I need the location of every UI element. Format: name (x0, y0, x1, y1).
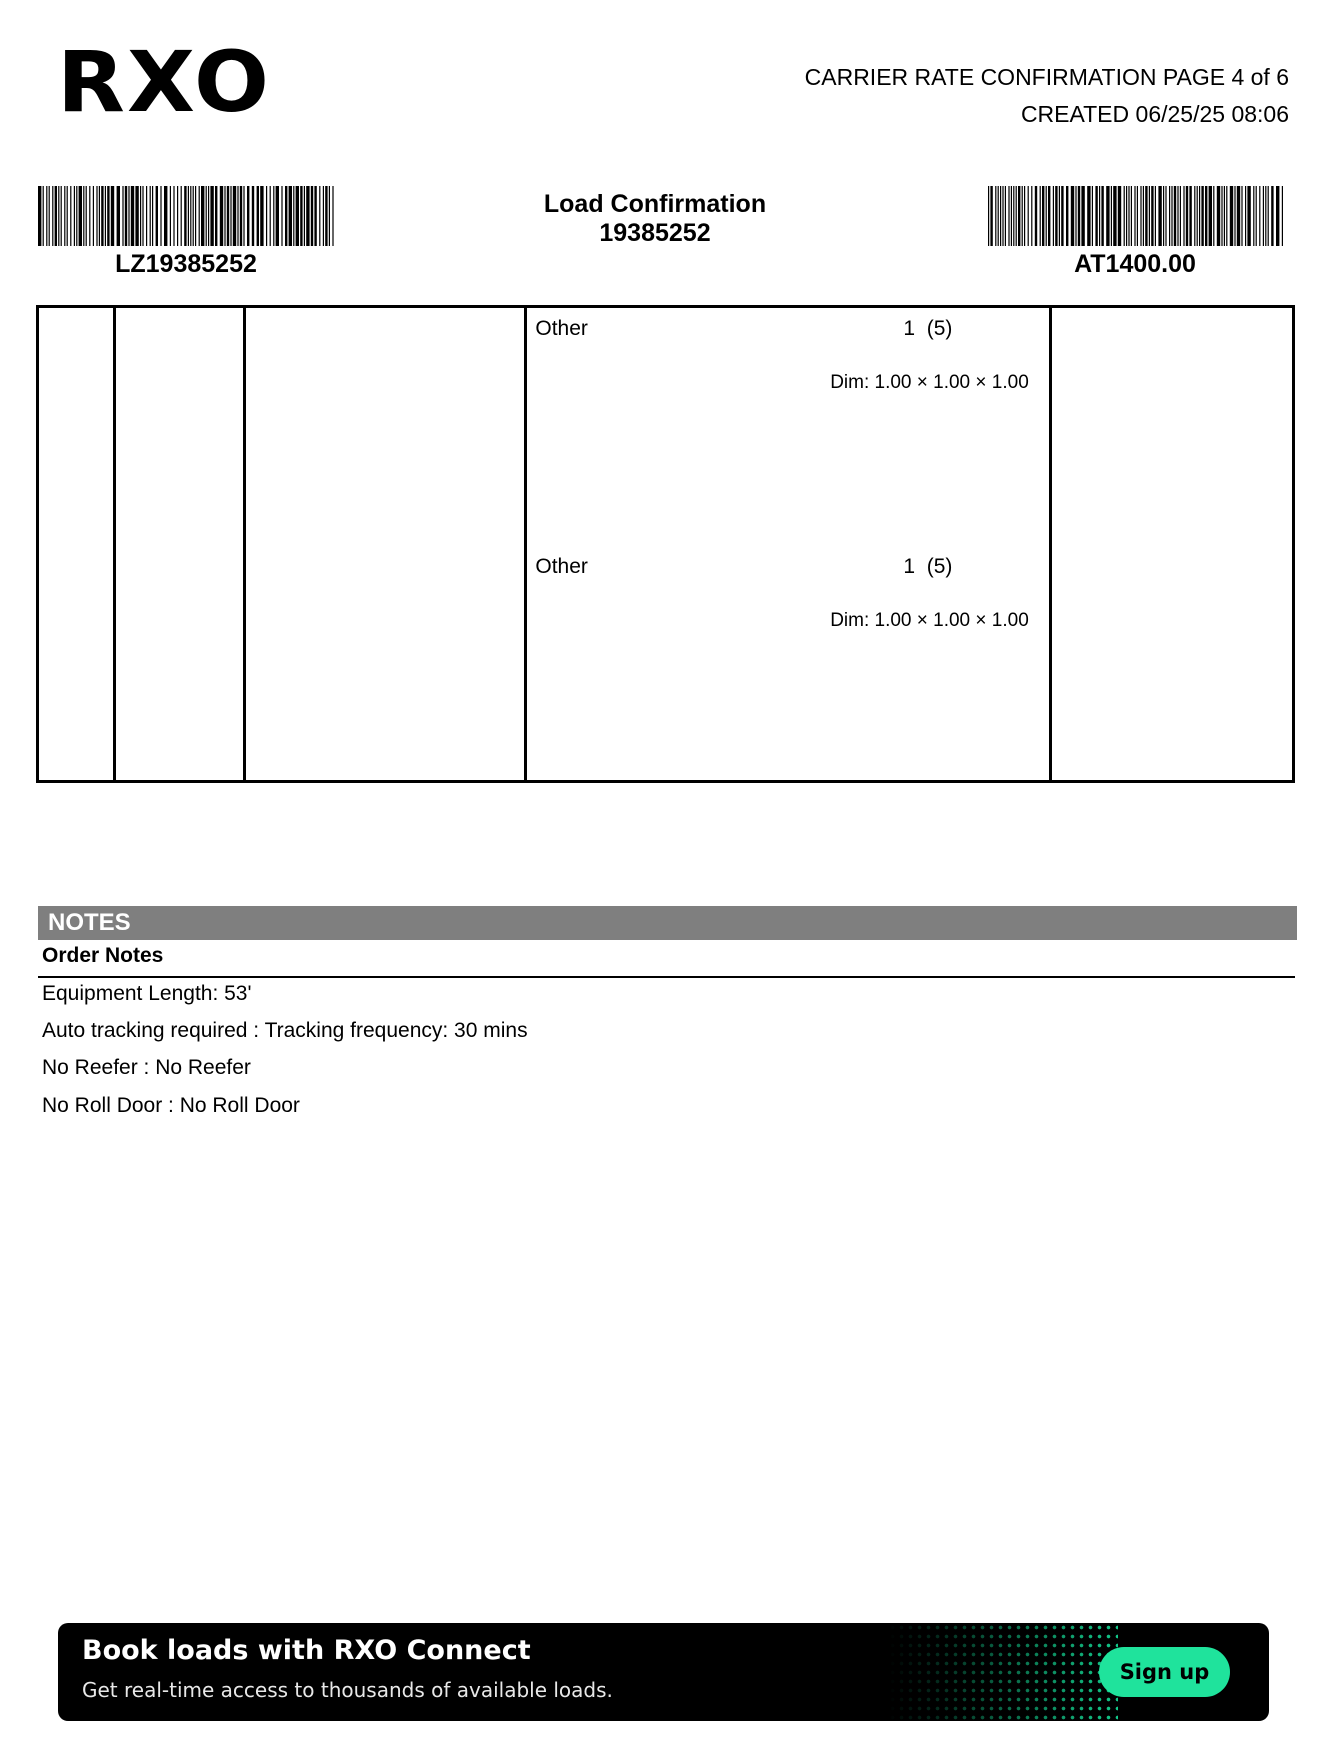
note-line: No Reefer : No Reefer (42, 1056, 251, 1079)
barcode-bar (1189, 186, 1191, 246)
barcode-bar (193, 186, 194, 246)
barcode-bar (1005, 186, 1006, 246)
barcode-bar (215, 186, 217, 246)
order-notes-heading: Order Notes (42, 944, 164, 967)
note-line: Auto tracking required : Tracking frequency: 30 mins (42, 1019, 528, 1042)
barcode-bar (1171, 186, 1172, 246)
barcode-bar (1028, 186, 1029, 246)
barcode-bar (142, 186, 143, 246)
barcode-bar (122, 186, 123, 246)
barcode-bar (140, 186, 141, 246)
barcode-bar (93, 186, 94, 246)
barcode-bar (243, 186, 244, 246)
load-number: 19385252 (599, 219, 711, 247)
barcode-bar (1186, 186, 1188, 246)
barcode-bar (74, 186, 75, 246)
barcode-bar (105, 186, 106, 246)
barcode-bar (1131, 186, 1132, 246)
barcode-bar (83, 186, 84, 246)
barcode-bar (1016, 186, 1017, 246)
barcode-bar (128, 186, 129, 246)
barcode-bar (1081, 186, 1084, 246)
barcode-bar (208, 186, 209, 246)
divider (38, 976, 1295, 978)
table-cell (115, 307, 245, 782)
barcode-bar (247, 186, 249, 246)
barcode-bar (1241, 186, 1242, 246)
barcode-bar (220, 186, 223, 246)
barcode-bar (1276, 186, 1279, 246)
barcode-bar (1031, 186, 1032, 246)
barcode-bar (332, 186, 333, 246)
barcode-bar (237, 186, 238, 246)
barcode-bar (1253, 186, 1254, 246)
barcode-bar (76, 186, 77, 246)
barcode-bar (111, 186, 114, 246)
barcode-bar (43, 186, 44, 246)
barcode-bar (156, 186, 158, 246)
barcode-bar (150, 186, 151, 246)
barcode-left-label: LZ19385252 (115, 250, 257, 278)
barcode-bar (1134, 186, 1135, 246)
barcode-bar (1155, 186, 1156, 246)
barcode-bar (306, 186, 309, 246)
barcode-bar (181, 186, 182, 246)
barcode-bar (1055, 186, 1057, 246)
barcode-bar (311, 186, 313, 246)
barcode-bar (1282, 186, 1283, 246)
barcode-bar (1201, 186, 1203, 246)
barcode-bar (1113, 186, 1116, 246)
note-line: No Roll Door : No Roll Door (42, 1094, 300, 1117)
barcode-bar (152, 186, 153, 246)
notes-section-header: NOTES (38, 906, 1297, 940)
barcode-right (988, 186, 1284, 246)
barcode-bar (1059, 186, 1060, 246)
barcode-bar (58, 186, 59, 246)
barcode-bar (46, 186, 47, 246)
sign-up-button[interactable]: Sign up (1099, 1647, 1230, 1697)
barcode-bar (135, 186, 138, 246)
barcode-bar (1247, 186, 1250, 246)
barcode-bar (1140, 186, 1141, 246)
barcode-bar (293, 186, 294, 246)
document-title: CARRIER RATE CONFIRMATION PAGE 4 of 6 (804, 64, 1289, 90)
cargo-item (527, 308, 1048, 544)
barcode-bar (1137, 186, 1138, 246)
barcode-bar (314, 186, 316, 246)
barcode-bar (61, 186, 62, 246)
barcode-bar (1111, 186, 1112, 246)
barcode-bar (1000, 186, 1001, 246)
cargo-item-dimensions: Dim: 1.00 × 1.00 × 1.00 (830, 372, 1029, 393)
barcode-bar (67, 186, 68, 246)
barcode-bar (1078, 186, 1080, 246)
barcode-bar (1075, 186, 1076, 246)
barcode-bar (1035, 186, 1037, 246)
barcode-bar (1199, 186, 1200, 246)
cargo-item (527, 546, 1048, 782)
barcode-bar (1205, 186, 1207, 246)
barcode-bar (1256, 186, 1257, 246)
barcode-bar (990, 186, 992, 246)
barcode-bar (1234, 186, 1235, 246)
barcode-bar (1259, 186, 1260, 246)
barcode-bar (1101, 186, 1103, 246)
barcode-bar (206, 186, 207, 246)
barcode-bar (1183, 186, 1184, 246)
banner-title: Book loads with RXO Connect (82, 1635, 531, 1666)
barcode-bar (164, 186, 167, 246)
barcode-bar (1149, 186, 1150, 246)
cargo-items-cell (526, 307, 1050, 782)
barcode-bar (1018, 186, 1020, 246)
barcode-bar (1213, 186, 1214, 246)
barcode-bar (1245, 186, 1246, 246)
barcode-bar (64, 186, 65, 246)
barcode-bar (285, 186, 287, 246)
barcode-bar (195, 186, 196, 246)
table-cell (245, 307, 526, 782)
barcode-bar (52, 186, 53, 246)
barcode-bar (252, 186, 254, 246)
barcode-bar (1217, 186, 1220, 246)
barcode-bar (266, 186, 267, 246)
dot-pattern-decoration (888, 1623, 1118, 1721)
barcode-left (38, 186, 334, 246)
barcode-bar (1197, 186, 1198, 246)
barcode-bar (1092, 186, 1093, 246)
barcode-bar (1209, 186, 1212, 246)
barcode-bar (1224, 186, 1225, 246)
barcode-bar (1126, 186, 1127, 246)
barcode-bar (323, 186, 324, 246)
cargo-item-dimensions: Dim: 1.00 × 1.00 × 1.00 (830, 610, 1029, 631)
barcode-bar (276, 186, 279, 246)
barcode-bar (1008, 186, 1009, 246)
barcode-bar (1022, 186, 1023, 246)
barcode-bar (1095, 186, 1097, 246)
cargo-table (36, 305, 1295, 783)
barcode-bar (1046, 186, 1047, 246)
barcode-bar (201, 186, 204, 246)
barcode-bar (1169, 186, 1170, 246)
barcode-bar (210, 186, 213, 246)
rxo-connect-banner[interactable] (58, 1623, 1269, 1721)
cargo-item-description: Other (535, 317, 588, 340)
barcode-bar (300, 186, 302, 246)
barcode-bar (995, 186, 996, 246)
barcode-bar (107, 186, 109, 246)
table-cell (1050, 307, 1293, 782)
barcode-bar (1226, 186, 1227, 246)
barcode-bar (230, 186, 231, 246)
barcode-bar (1221, 186, 1222, 246)
barcode-bar (1158, 186, 1161, 246)
barcode-bar (1145, 186, 1147, 246)
barcode-bar (188, 186, 189, 246)
barcode-bar (1230, 186, 1233, 246)
barcode-right-label: AT1400.00 (1074, 250, 1196, 278)
barcode-bar (289, 186, 292, 246)
barcode-bar (240, 186, 242, 246)
barcode-bar (1061, 186, 1063, 246)
barcode-bar (1180, 186, 1181, 246)
barcode-bar (273, 186, 274, 246)
barcode-bar (173, 186, 174, 246)
table-row (38, 307, 1294, 782)
barcode-bar (1024, 186, 1025, 246)
barcode-bar (1271, 186, 1273, 246)
barcode-bar (160, 186, 161, 246)
barcode-bar (329, 186, 330, 246)
barcode-bar (177, 186, 178, 246)
barcode-bar (304, 186, 305, 246)
barcode-bar (1163, 186, 1164, 246)
barcode-bar (1177, 186, 1178, 246)
barcode-bar (1042, 186, 1044, 246)
barcode-bar (1151, 186, 1153, 246)
cargo-item-description: Other (535, 555, 588, 578)
barcode-bar (998, 186, 999, 246)
note-line: Equipment Length: 53' (42, 982, 252, 1005)
barcode-bar (1265, 186, 1266, 246)
barcode-bar (260, 186, 263, 246)
barcode-bar (224, 186, 225, 246)
barcode-bar (325, 186, 327, 246)
barcode-bar (1263, 186, 1264, 246)
barcode-bar (1013, 186, 1014, 246)
barcode-bar (1118, 186, 1121, 246)
barcode-bar (296, 186, 299, 246)
barcode-bar (1087, 186, 1090, 246)
barcode-bar (281, 186, 282, 246)
barcode-bar (1237, 186, 1240, 246)
barcode-bar (184, 186, 186, 246)
barcode-bar (99, 186, 100, 246)
barcode-bar (1011, 186, 1012, 246)
barcode-bar (1165, 186, 1166, 246)
barcode-bar (1071, 186, 1074, 246)
barcode-bar (1066, 186, 1068, 246)
barcode-bar (1002, 186, 1003, 246)
barcode-bar (1106, 186, 1109, 246)
barcode-bar (131, 186, 134, 246)
table-cell (38, 307, 115, 782)
cargo-item-quantity: 1 (5) (903, 555, 953, 578)
barcode-bar (101, 186, 103, 246)
barcode-bar (1124, 186, 1125, 246)
barcode-bar (199, 186, 200, 246)
barcode-bar (1194, 186, 1195, 246)
barcode-bar (1099, 186, 1100, 246)
barcode-bar (170, 186, 171, 246)
rxo-logo: RXO (57, 33, 272, 131)
barcode-bar (1174, 186, 1176, 246)
barcode-bar (38, 186, 41, 246)
barcode-bar (146, 186, 147, 246)
barcode-bar (257, 186, 259, 246)
barcode-bar (1268, 186, 1269, 246)
barcode-bar (227, 186, 229, 246)
barcode-bar (270, 186, 271, 246)
barcode-bar (1040, 186, 1041, 246)
barcode-bar (55, 186, 57, 246)
barcode-bar (190, 186, 191, 246)
barcode-bar (96, 186, 97, 246)
banner-subtitle: Get real-time access to thousands of available loads. (82, 1678, 613, 1702)
cargo-item-quantity: 1 (5) (903, 317, 953, 340)
barcode-bar (49, 186, 50, 246)
barcode-bar (79, 186, 82, 246)
created-timestamp: CREATED 06/25/25 08:06 (1020, 101, 1289, 127)
load-confirmation-heading (505, 190, 805, 248)
barcode-bar (1053, 186, 1054, 246)
barcode-bar (1128, 186, 1129, 246)
barcode-bar (1048, 186, 1050, 246)
load-confirmation-title: Load Confirmation (543, 190, 767, 218)
barcode-bar (988, 186, 989, 246)
barcode-bar (233, 186, 236, 246)
barcode-bar (70, 186, 71, 246)
barcode-bar (1143, 186, 1144, 246)
barcode-bar (319, 186, 320, 246)
barcode-bar (89, 186, 90, 246)
barcode-bar (125, 186, 127, 246)
barcode-bar (117, 186, 120, 246)
barcode-bar (86, 186, 87, 246)
